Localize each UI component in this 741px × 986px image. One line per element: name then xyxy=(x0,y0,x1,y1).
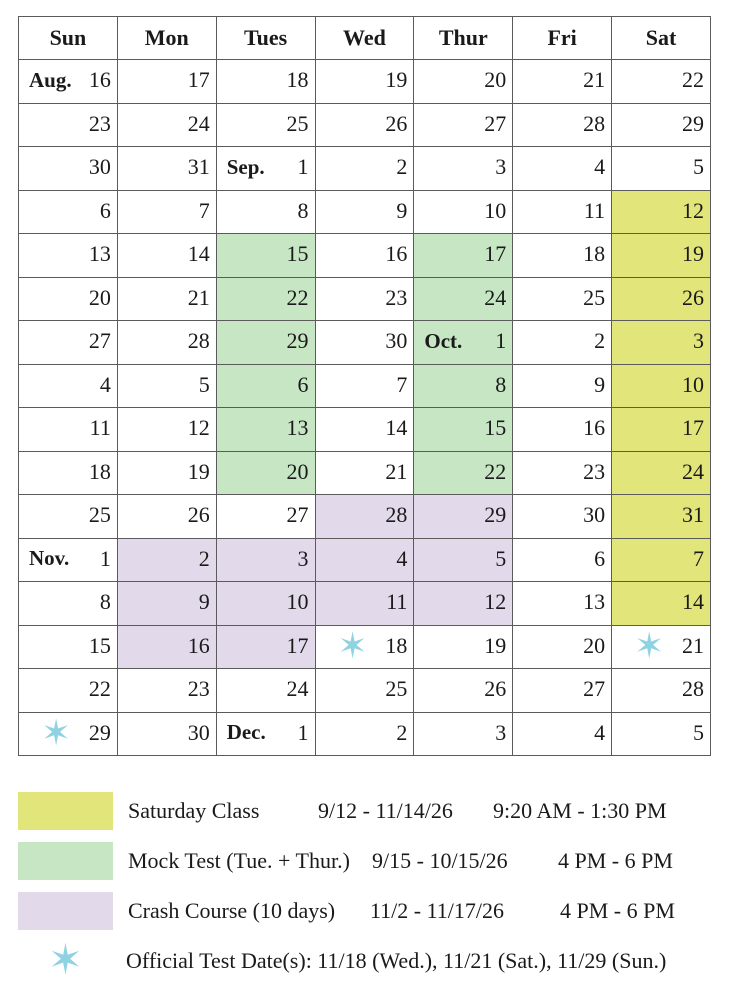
calendar-day-cell-sat xyxy=(612,60,711,104)
day-number: 5 xyxy=(198,371,210,397)
star-icon: ✶ xyxy=(47,938,84,984)
day-number: 31 xyxy=(187,154,210,180)
day-number: 20 xyxy=(583,632,606,658)
day-number: 20 xyxy=(484,67,507,93)
day-number: 3 xyxy=(495,719,507,745)
day-number: 16 xyxy=(187,632,210,658)
day-number: 27 xyxy=(484,110,507,136)
day-number: 29 xyxy=(682,110,704,136)
day-number: 20 xyxy=(286,458,309,484)
day-number: 17 xyxy=(682,415,704,441)
day-number: 15 xyxy=(88,632,111,658)
calendar-week-row xyxy=(19,234,711,278)
day-number: 12 xyxy=(682,197,704,223)
crash-course-time: 4 PM - 6 PM xyxy=(560,898,675,923)
day-header-thur: Thur xyxy=(414,17,513,60)
day-header-row xyxy=(19,17,711,60)
day-number: 30 xyxy=(385,328,408,354)
calendar-day-cell-thur xyxy=(414,451,513,495)
calendar-day-cell-sun xyxy=(19,712,118,756)
day-number: 23 xyxy=(583,458,606,484)
official-test-dates-text: Official Test Date(s): 11/18 (Wed.), 11/21 (Sat.), 11/29 (Sun.) xyxy=(126,948,667,973)
calendar-body xyxy=(19,60,711,756)
calendar-day-cell-wed xyxy=(315,103,414,147)
day-number: 3 xyxy=(297,545,309,571)
calendar-day-cell-wed xyxy=(315,712,414,756)
saturday-class-dates: 9/12 - 11/14/26 xyxy=(318,798,453,823)
calendar-day-cell-tues xyxy=(216,669,315,713)
day-number: 6 xyxy=(99,197,111,223)
day-number: 15 xyxy=(286,241,309,267)
calendar-day-cell-sat xyxy=(612,495,711,539)
day-number: 5 xyxy=(693,719,704,745)
calendar-day-cell-fri xyxy=(513,582,612,626)
day-number: 18 xyxy=(385,632,408,658)
day-number: 30 xyxy=(187,719,210,745)
saturday-class-name: Saturday Class xyxy=(128,798,260,823)
calendar-day-cell-sun xyxy=(19,321,118,365)
day-number: 22 xyxy=(88,676,111,702)
calendar-day-cell-tues xyxy=(216,495,315,539)
day-number: 11 xyxy=(89,415,111,441)
calendar-day-cell-wed xyxy=(315,190,414,234)
month-label: Aug. xyxy=(29,67,72,92)
day-number: 20 xyxy=(88,284,111,310)
calendar-day-cell-mon xyxy=(117,582,216,626)
day-number: 1 xyxy=(495,328,507,354)
day-number: 23 xyxy=(88,110,111,136)
day-number: 22 xyxy=(682,67,704,93)
calendar-day-cell-sat xyxy=(612,538,711,582)
day-number: 9 xyxy=(198,589,210,615)
day-number: 8 xyxy=(99,589,111,615)
day-number: 29 xyxy=(286,328,309,354)
day-number: 21 xyxy=(385,458,408,484)
day-number: 19 xyxy=(187,458,210,484)
calendar-day-cell-thur xyxy=(414,277,513,321)
day-header-mon: Mon xyxy=(117,17,216,60)
calendar-day-cell-wed xyxy=(315,277,414,321)
calendar-day-cell-thur xyxy=(414,669,513,713)
calendar-day-cell-wed xyxy=(315,451,414,495)
star-icon: ✶ xyxy=(634,625,665,666)
calendar-day-cell-fri xyxy=(513,538,612,582)
day-number: 4 xyxy=(396,545,408,571)
calendar-week-row xyxy=(19,451,711,495)
day-number: 26 xyxy=(187,502,210,528)
mock-test-swatch xyxy=(18,842,113,880)
calendar-day-cell-mon xyxy=(117,103,216,147)
day-number: 18 xyxy=(583,241,606,267)
calendar-day-cell-thur xyxy=(414,625,513,669)
calendar-day-cell-tues xyxy=(216,321,315,365)
calendar-day-cell-sun xyxy=(19,277,118,321)
mock-test-time: 4 PM - 6 PM xyxy=(558,848,673,873)
day-number: 13 xyxy=(88,241,111,267)
legend-crash-course xyxy=(18,886,733,936)
calendar-day-cell-mon xyxy=(117,234,216,278)
day-number: 4 xyxy=(594,154,606,180)
day-number: 4 xyxy=(99,371,111,397)
day-number: 28 xyxy=(385,502,408,528)
star-icon: ✶ xyxy=(41,712,72,753)
day-number: 11 xyxy=(386,589,408,615)
calendar-day-cell-tues xyxy=(216,538,315,582)
day-number: 2 xyxy=(198,545,210,571)
calendar-week-row xyxy=(19,60,711,104)
day-header-sat: Sat xyxy=(612,17,711,60)
calendar-week-row xyxy=(19,103,711,147)
day-number: 25 xyxy=(385,676,408,702)
day-number: 16 xyxy=(385,241,408,267)
day-number: 21 xyxy=(681,632,704,658)
calendar-day-cell-fri xyxy=(513,495,612,539)
calendar-day-cell-mon xyxy=(117,321,216,365)
calendar-day-cell-sun xyxy=(19,625,118,669)
day-number: 2 xyxy=(396,154,408,180)
crash-course-dates: 11/2 - 11/17/26 xyxy=(370,898,505,923)
day-number: 1 xyxy=(297,154,309,180)
day-number: 24 xyxy=(187,110,210,136)
calendar-day-cell-sat xyxy=(612,669,711,713)
calendar-week-row xyxy=(19,625,711,669)
day-number: 21 xyxy=(187,284,210,310)
calendar-day-cell-mon xyxy=(117,364,216,408)
day-header-tues: Tues xyxy=(216,17,315,60)
day-number: 25 xyxy=(286,110,309,136)
calendar-day-cell-mon xyxy=(117,408,216,452)
calendar-week-row xyxy=(19,538,711,582)
mock-test-dates: 9/15 - 10/15/26 xyxy=(372,848,508,873)
day-number: 5 xyxy=(693,154,704,180)
day-number: 3 xyxy=(495,154,507,180)
day-number: 10 xyxy=(682,371,704,397)
calendar-day-cell-fri xyxy=(513,451,612,495)
calendar-day-cell-mon xyxy=(117,277,216,321)
calendar-week-row xyxy=(19,408,711,452)
calendar-day-cell-tues xyxy=(216,451,315,495)
calendar-day-cell-wed xyxy=(315,408,414,452)
day-number: 30 xyxy=(583,502,606,528)
saturday-class-time: 9:20 AM - 1:30 PM xyxy=(493,798,667,823)
calendar-day-cell-tues xyxy=(216,277,315,321)
calendar-day-cell-fri xyxy=(513,712,612,756)
day-number: 3 xyxy=(693,328,704,354)
day-number: 6 xyxy=(297,371,309,397)
day-number: 24 xyxy=(286,676,309,702)
calendar-day-cell-fri xyxy=(513,234,612,278)
calendar-day-cell-thur xyxy=(414,103,513,147)
day-number: 27 xyxy=(583,676,606,702)
calendar-day-cell-fri xyxy=(513,321,612,365)
calendar-day-cell-thur xyxy=(414,60,513,104)
day-number: 17 xyxy=(484,241,507,267)
day-number: 31 xyxy=(682,502,704,528)
day-number: 30 xyxy=(88,154,111,180)
day-number: 21 xyxy=(583,67,606,93)
day-number: 7 xyxy=(693,545,704,571)
calendar-day-cell-sun xyxy=(19,234,118,278)
day-number: 26 xyxy=(682,284,704,310)
calendar-day-cell-thur xyxy=(414,190,513,234)
calendar-day-cell-wed xyxy=(315,60,414,104)
crash-course-name: Crash Course (10 days) xyxy=(128,898,336,923)
calendar-day-cell-mon xyxy=(117,495,216,539)
day-number: 9 xyxy=(594,371,606,397)
calendar-week-row xyxy=(19,495,711,539)
calendar-day-cell-mon xyxy=(117,712,216,756)
day-number: 16 xyxy=(88,67,111,93)
calendar-week-row xyxy=(19,321,711,365)
calendar-day-cell-tues xyxy=(216,408,315,452)
calendar-day-cell-thur xyxy=(414,408,513,452)
day-number: 18 xyxy=(286,67,309,93)
legend xyxy=(18,786,733,986)
day-number: 11 xyxy=(583,197,606,223)
legend-mock-test xyxy=(18,836,733,886)
day-number: 2 xyxy=(594,328,606,354)
day-number: 15 xyxy=(484,415,507,441)
calendar-day-cell-wed xyxy=(315,625,414,669)
calendar-day-cell-wed xyxy=(315,495,414,539)
day-header-sun: Sun xyxy=(19,17,118,60)
calendar-week-row xyxy=(19,277,711,321)
day-number: 4 xyxy=(594,719,606,745)
day-number: 24 xyxy=(682,458,704,484)
day-number: 26 xyxy=(484,676,507,702)
day-number: 28 xyxy=(682,676,704,702)
calendar-day-cell-mon xyxy=(117,538,216,582)
calendar-day-cell-tues xyxy=(216,190,315,234)
day-number: 25 xyxy=(583,284,606,310)
calendar-day-cell-fri xyxy=(513,364,612,408)
saturday-class-swatch xyxy=(18,792,113,830)
day-number: 17 xyxy=(286,632,309,658)
day-number: 17 xyxy=(187,67,210,93)
calendar-day-cell-thur xyxy=(414,234,513,278)
calendar-day-cell-wed xyxy=(315,147,414,191)
calendar-day-cell-wed xyxy=(315,538,414,582)
day-number: 10 xyxy=(484,197,507,223)
mock-test-name: Mock Test (Tue. + Thur.) xyxy=(128,848,350,873)
day-header-fri: Fri xyxy=(513,17,612,60)
calendar-day-cell-sat xyxy=(612,408,711,452)
day-number: 23 xyxy=(385,284,408,310)
calendar-day-cell-tues xyxy=(216,103,315,147)
calendar-day-cell-tues xyxy=(216,712,315,756)
day-number: 29 xyxy=(88,719,111,745)
calendar-week-row xyxy=(19,190,711,234)
day-number: 8 xyxy=(495,371,507,397)
day-number: 13 xyxy=(286,415,309,441)
calendar-day-cell-mon xyxy=(117,669,216,713)
calendar-day-cell-sat xyxy=(612,103,711,147)
calendar-day-cell-wed xyxy=(315,234,414,278)
calendar-day-cell-sat xyxy=(612,364,711,408)
day-number: 5 xyxy=(495,545,507,571)
calendar-day-cell-fri xyxy=(513,190,612,234)
calendar-day-cell-sun xyxy=(19,538,118,582)
day-number: 28 xyxy=(583,110,606,136)
day-number: 12 xyxy=(187,415,210,441)
calendar-day-cell-sun xyxy=(19,147,118,191)
calendar-day-cell-fri xyxy=(513,625,612,669)
calendar-day-cell-sat xyxy=(612,234,711,278)
day-number: 19 xyxy=(385,67,408,93)
calendar-day-cell-sat xyxy=(612,625,711,669)
month-label: Oct. xyxy=(424,328,463,353)
calendar-day-cell-fri xyxy=(513,669,612,713)
day-number: 19 xyxy=(682,241,704,267)
day-number: 27 xyxy=(88,328,111,354)
day-number: 14 xyxy=(385,415,408,441)
calendar-day-cell-tues xyxy=(216,582,315,626)
calendar-day-cell-fri xyxy=(513,60,612,104)
day-number: 14 xyxy=(187,241,210,267)
calendar-day-cell-mon xyxy=(117,190,216,234)
day-number: 19 xyxy=(484,632,507,658)
day-number: 23 xyxy=(187,676,210,702)
calendar-table xyxy=(18,16,711,756)
crash-course-swatch xyxy=(18,892,113,930)
day-number: 16 xyxy=(583,415,606,441)
month-label: Sep. xyxy=(226,154,265,179)
calendar-week-row xyxy=(19,364,711,408)
calendar-day-cell-wed xyxy=(315,364,414,408)
day-number: 22 xyxy=(286,284,309,310)
calendar-week-row xyxy=(19,669,711,713)
calendar-day-cell-sun xyxy=(19,495,118,539)
calendar-day-cell-thur xyxy=(414,712,513,756)
legend-official-test xyxy=(18,936,733,986)
day-number: 8 xyxy=(297,197,309,223)
calendar-day-cell-fri xyxy=(513,147,612,191)
day-number: 10 xyxy=(286,589,309,615)
calendar-day-cell-mon xyxy=(117,147,216,191)
day-number: 13 xyxy=(583,589,606,615)
calendar-day-cell-sat xyxy=(612,451,711,495)
calendar-day-cell-sun xyxy=(19,190,118,234)
day-number: 27 xyxy=(286,502,309,528)
calendar-day-cell-tues xyxy=(216,60,315,104)
day-number: 22 xyxy=(484,458,507,484)
calendar-day-cell-sun xyxy=(19,669,118,713)
calendar-day-cell-mon xyxy=(117,625,216,669)
calendar-day-cell-sat xyxy=(612,190,711,234)
day-number: 28 xyxy=(187,328,210,354)
legend-saturday-class xyxy=(18,786,733,836)
day-number: 14 xyxy=(682,589,704,615)
calendar-day-cell-thur xyxy=(414,538,513,582)
calendar-day-cell-tues xyxy=(216,625,315,669)
day-number: 18 xyxy=(88,458,111,484)
day-number: 24 xyxy=(484,284,507,310)
calendar-day-cell-wed xyxy=(315,321,414,365)
calendar-day-cell-wed xyxy=(315,669,414,713)
calendar-day-cell-mon xyxy=(117,60,216,104)
calendar-day-cell-fri xyxy=(513,277,612,321)
day-number: 12 xyxy=(484,589,507,615)
day-number: 25 xyxy=(88,502,111,528)
calendar-day-cell-sat xyxy=(612,582,711,626)
calendar-day-cell-sun xyxy=(19,60,118,104)
calendar-day-cell-thur xyxy=(414,364,513,408)
calendar-day-cell-sun xyxy=(19,408,118,452)
calendar-day-cell-sun xyxy=(19,451,118,495)
day-number: 1 xyxy=(99,545,111,571)
calendar-day-cell-sat xyxy=(612,147,711,191)
day-number: 26 xyxy=(385,110,408,136)
calendar-day-cell-sat xyxy=(612,712,711,756)
calendar-day-cell-thur xyxy=(414,147,513,191)
day-number: 6 xyxy=(594,545,606,571)
star-icon: ✶ xyxy=(337,625,368,666)
day-number: 29 xyxy=(484,502,507,528)
month-label: Nov. xyxy=(29,546,70,571)
calendar-day-cell-tues xyxy=(216,234,315,278)
day-number: 2 xyxy=(396,719,408,745)
calendar-day-cell-mon xyxy=(117,451,216,495)
day-header-wed: Wed xyxy=(315,17,414,60)
calendar-day-cell-fri xyxy=(513,103,612,147)
calendar-day-cell-sun xyxy=(19,364,118,408)
day-number: 7 xyxy=(198,197,210,223)
day-number: 9 xyxy=(396,197,408,223)
day-number: 1 xyxy=(297,719,309,745)
calendar-day-cell-wed xyxy=(315,582,414,626)
calendar-day-cell-thur xyxy=(414,321,513,365)
calendar-day-cell-sat xyxy=(612,277,711,321)
calendar-day-cell-sat xyxy=(612,321,711,365)
calendar-day-cell-sun xyxy=(19,582,118,626)
calendar-week-row xyxy=(19,582,711,626)
calendar-week-row xyxy=(19,147,711,191)
day-number: 7 xyxy=(396,371,408,397)
calendar-week-row xyxy=(19,712,711,756)
calendar-day-cell-tues xyxy=(216,364,315,408)
calendar-day-cell-sun xyxy=(19,103,118,147)
month-label: Dec. xyxy=(226,720,266,745)
calendar-day-cell-fri xyxy=(513,408,612,452)
calendar-day-cell-thur xyxy=(414,495,513,539)
calendar-day-cell-tues xyxy=(216,147,315,191)
calendar-day-cell-thur xyxy=(414,582,513,626)
